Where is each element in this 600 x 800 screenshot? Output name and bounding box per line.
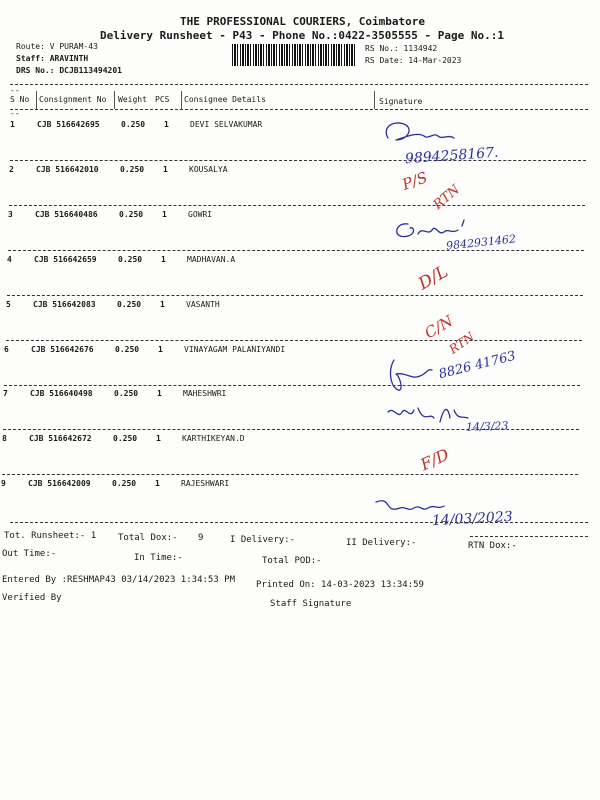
out-time: Out Time:- bbox=[2, 549, 57, 559]
i-delivery: I Delivery:- bbox=[230, 535, 296, 545]
staff-label: Staff: ARAVINTH bbox=[16, 54, 89, 63]
cell-consignment: CJB 516640498 bbox=[30, 389, 93, 398]
drs-number: DRS No.: DCJB113494201 bbox=[16, 66, 122, 75]
status-mark-row-4: D/L bbox=[415, 261, 452, 295]
cell-weight: 0.250 bbox=[112, 479, 137, 488]
cell-consignee: DEVI SELVAKUMAR bbox=[190, 120, 263, 129]
total-dox-value: 9 bbox=[198, 533, 204, 543]
cell-consignee: KOUSALYA bbox=[189, 165, 228, 174]
signature-row-7 bbox=[384, 400, 474, 434]
cell-consignee: GOWRI bbox=[188, 210, 213, 219]
cell-sno: 8 bbox=[2, 434, 7, 443]
ii-delivery: II Delivery:- bbox=[346, 538, 417, 548]
tot-runsheet: Tot. Runsheet:- 1 bbox=[4, 531, 97, 541]
row-divider bbox=[4, 385, 580, 386]
cell-consignee: RAJESHWARI bbox=[181, 479, 230, 488]
cell-weight: 0.250 bbox=[119, 210, 144, 219]
rs-date: RS Date: 14-Mar-2023 bbox=[365, 56, 462, 65]
cell-consignment: CJB 516642083 bbox=[33, 300, 96, 309]
status-mark-row-8: F/D bbox=[417, 444, 452, 475]
cell-pcs: 1 bbox=[164, 120, 169, 129]
row-divider bbox=[10, 160, 586, 161]
status-mark-row-5b: RTN bbox=[446, 329, 477, 357]
total-pod: Total POD:- bbox=[262, 556, 322, 566]
cell-weight: 0.250 bbox=[118, 255, 143, 264]
col-sno: S No bbox=[10, 95, 30, 104]
cell-sno: 6 bbox=[4, 345, 9, 354]
column-divider bbox=[36, 91, 37, 109]
column-divider bbox=[114, 91, 115, 109]
header-bottom-rule bbox=[10, 109, 588, 110]
status-mark-row-2b: RTN bbox=[430, 182, 463, 213]
footer-rule bbox=[10, 522, 588, 523]
cell-pcs: 1 bbox=[161, 255, 166, 264]
phone-row-3: 9842931462 bbox=[445, 232, 517, 253]
status-mark-row-2: P/S bbox=[399, 168, 430, 194]
cell-consignment: CJB 516642010 bbox=[36, 165, 99, 174]
entered-by: Entered By :RESHMAP43 03/14/2023 1:34:53 PM bbox=[2, 575, 235, 585]
verified-by: Verified By bbox=[2, 593, 62, 603]
cell-consignee: KARTHIKEYAN.D bbox=[182, 434, 245, 443]
cell-weight: 0.250 bbox=[117, 300, 142, 309]
cell-weight: 0.250 bbox=[120, 165, 145, 174]
cell-consignment: CJB 516640486 bbox=[35, 210, 98, 219]
row-divider bbox=[7, 295, 583, 296]
footer-underline bbox=[470, 536, 588, 537]
signature-row-6 bbox=[386, 356, 446, 396]
cell-consignment: CJB 516642672 bbox=[29, 434, 92, 443]
cell-consignee: VINAYAGAM PALANIYANDI bbox=[184, 345, 286, 354]
cell-consignment: CJB 516642695 bbox=[37, 120, 100, 129]
cell-pcs: 1 bbox=[162, 210, 167, 219]
column-divider bbox=[181, 91, 182, 109]
cell-consignment: CJB 516642009 bbox=[28, 479, 91, 488]
cell-consignment: CJB 516642659 bbox=[34, 255, 97, 264]
cell-pcs: 1 bbox=[163, 165, 168, 174]
printed-on: Printed On: 14-03-2023 13:34:59 bbox=[256, 580, 424, 590]
cell-pcs: 1 bbox=[155, 479, 160, 488]
col-signature: Signature bbox=[379, 97, 423, 106]
cell-consignee: MADHAVAN.A bbox=[187, 255, 236, 264]
cell-weight: 0.250 bbox=[115, 345, 140, 354]
col-pcs: PCS bbox=[155, 95, 170, 104]
signature-row-1 bbox=[378, 118, 478, 150]
header-mark: -- bbox=[10, 109, 20, 118]
cell-pcs: 1 bbox=[160, 300, 165, 309]
cell-weight: 0.250 bbox=[113, 434, 138, 443]
phone-row-1: 9894258167. bbox=[404, 144, 499, 168]
staff-signature-label: Staff Signature bbox=[270, 599, 352, 609]
runsheet-subtitle: Delivery Runsheet - P43 - Phone No.:0422-3505555 - Page No.:1 bbox=[100, 29, 504, 42]
date-row-9: 14/03/2023 bbox=[431, 508, 514, 530]
in-time: In Time:- bbox=[134, 553, 183, 563]
status-mark-row-5: C/N bbox=[421, 311, 457, 343]
col-consignment: Consignment No bbox=[39, 95, 107, 104]
rs-number: RS No.: 1134942 bbox=[365, 44, 438, 53]
cell-sno: 5 bbox=[6, 300, 11, 309]
cell-consignment: CJB 516642676 bbox=[31, 345, 94, 354]
cell-weight: 0.250 bbox=[121, 120, 146, 129]
row-divider bbox=[2, 474, 578, 475]
header-top-rule bbox=[10, 84, 588, 85]
cell-sno: 7 bbox=[3, 389, 8, 398]
cell-consignee: VASANTH bbox=[186, 300, 220, 309]
row-divider bbox=[9, 205, 585, 206]
row-divider bbox=[6, 340, 582, 341]
row-divider bbox=[8, 250, 584, 251]
cell-sno: 9 bbox=[1, 479, 6, 488]
header-mark: -- bbox=[10, 86, 20, 95]
cell-sno: 3 bbox=[8, 210, 13, 219]
col-consignee: Consignee Details bbox=[184, 95, 266, 104]
cell-consignee: MAHESHWRI bbox=[183, 389, 227, 398]
cell-sno: 4 bbox=[7, 255, 12, 264]
total-dox-label: Total Dox:- bbox=[118, 533, 178, 543]
cell-weight: 0.250 bbox=[114, 389, 139, 398]
col-weight: Weight bbox=[118, 95, 147, 104]
column-divider bbox=[374, 91, 375, 109]
cell-pcs: 1 bbox=[157, 389, 162, 398]
cell-pcs: 1 bbox=[156, 434, 161, 443]
phone-row-6: 8826 41763 bbox=[437, 348, 518, 383]
company-title: THE PROFESSIONAL COURIERS, Coimbatore bbox=[180, 15, 426, 28]
rtn-dox: RTN Dox:- bbox=[468, 541, 517, 551]
route-label: Route: V PURAM-43 bbox=[16, 42, 98, 51]
date-row-7: 14/3/23 bbox=[465, 419, 509, 434]
cell-pcs: 1 bbox=[158, 345, 163, 354]
cell-sno: 2 bbox=[9, 165, 14, 174]
cell-sno: 1 bbox=[10, 120, 15, 129]
barcode bbox=[232, 44, 356, 66]
